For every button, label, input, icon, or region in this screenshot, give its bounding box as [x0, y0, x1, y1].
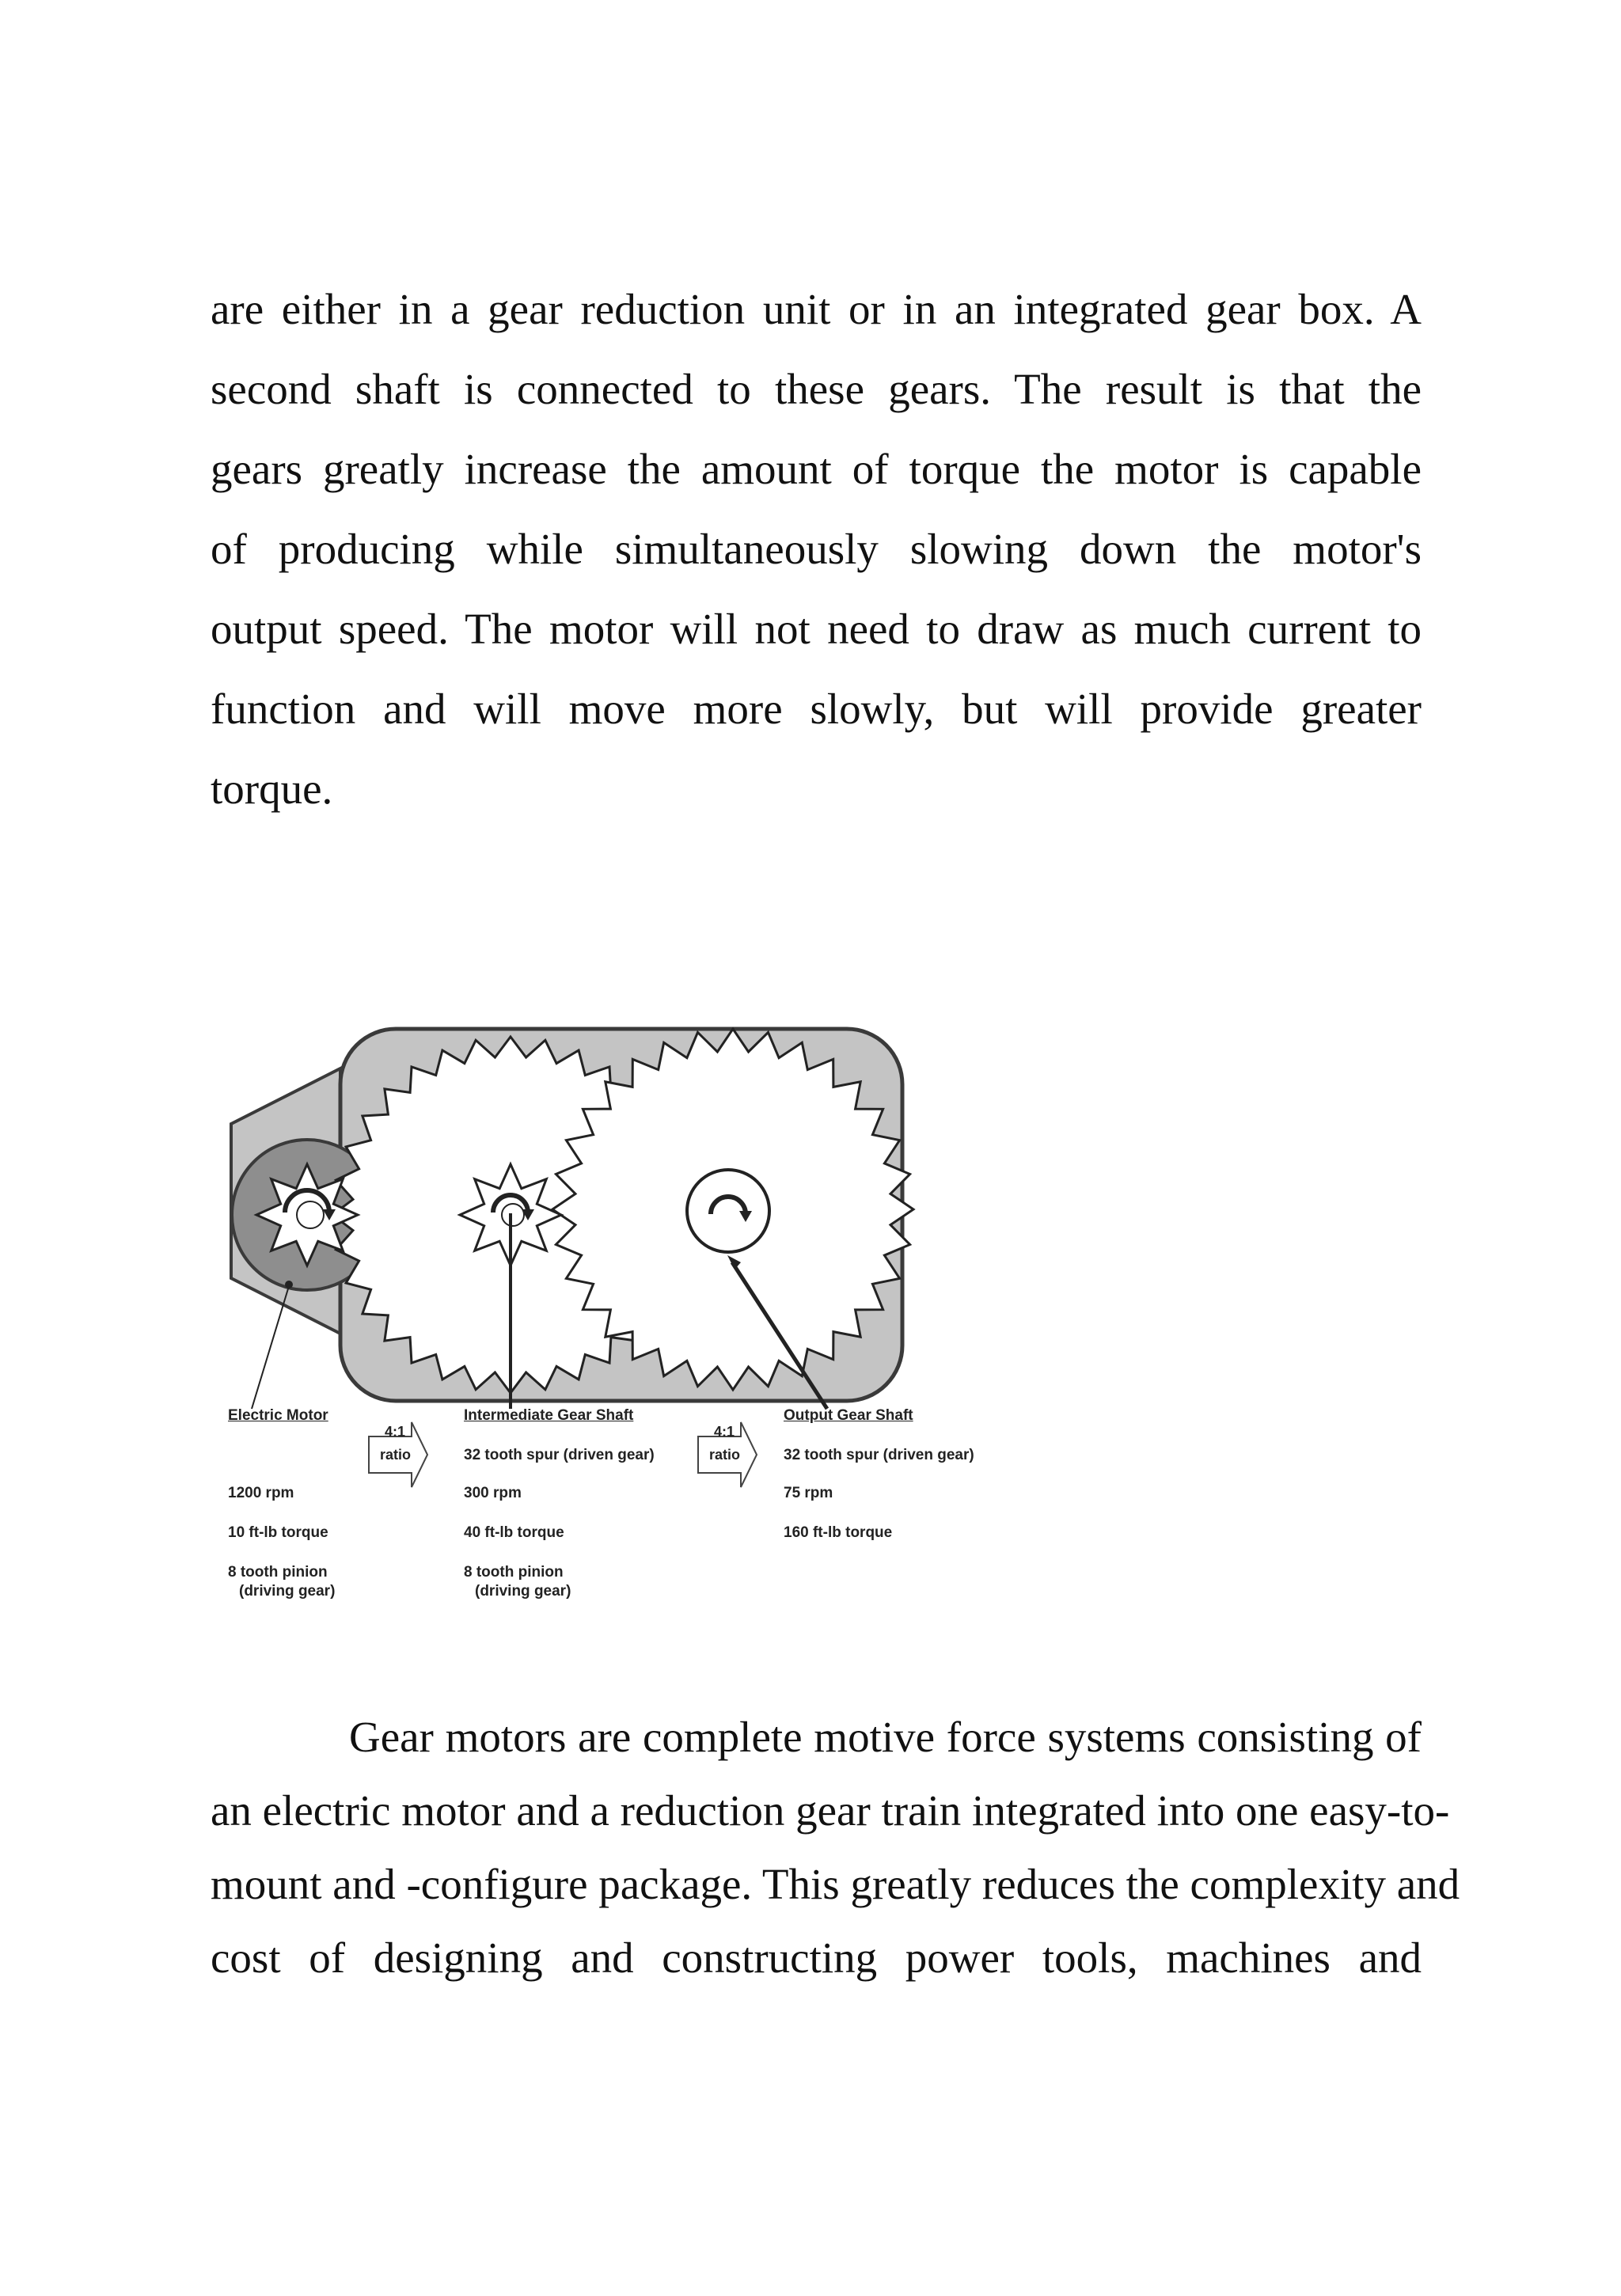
paragraph-bottom	[211, 1700, 1460, 1994]
pointer-motor-dot	[285, 1281, 293, 1288]
motor-pinion: 8 tooth pinion	[228, 1564, 328, 1581]
output-spur: 32 tooth spur (driven gear)	[784, 1447, 974, 1463]
output-rpm: 75 rpm	[784, 1485, 833, 1501]
ratio-2-value: 4:1	[714, 1424, 735, 1440]
ratio-1-label: ratio	[380, 1447, 412, 1463]
motor-heading: Electric Motor	[228, 1407, 328, 1424]
text-line: mount and -configure package. This greatly reduces the complexity and	[211, 1860, 1460, 1908]
text-line: Gear motors are complete motive force systems consisting of	[349, 1713, 1422, 1761]
intermediate-heading: Intermediate Gear Shaft	[464, 1407, 634, 1424]
text-line: second shaft is connected to these gears. The result is that the	[211, 365, 1422, 413]
text-line: torque.	[211, 765, 333, 813]
intermediate-rpm: 300 rpm	[464, 1485, 522, 1501]
motor-pinion-note: (driving gear)	[239, 1583, 336, 1600]
motor-shaft	[297, 1201, 324, 1228]
output-heading: Output Gear Shaft	[784, 1407, 913, 1424]
gear-train-diagram	[214, 1021, 1005, 1622]
text-line: are either in a gear reduction unit or in an integrated gear box. A	[211, 285, 1422, 333]
pointer-motor	[252, 1286, 289, 1409]
paragraph-top	[211, 269, 1422, 829]
text-line: output speed. The motor will not need to draw as much current to	[211, 605, 1422, 653]
ratio-1-value: 4:1	[385, 1424, 406, 1440]
ratio-2-label: ratio	[709, 1447, 741, 1463]
text-line: function and will move more slowly, but will provide greater	[211, 685, 1422, 733]
intermediate-pinion: 8 tooth pinion	[464, 1564, 564, 1581]
output-torque: 160 ft-lb torque	[784, 1524, 893, 1541]
intermediate-spur: 32 tooth spur (driven gear)	[464, 1447, 655, 1463]
motor-rpm: 1200 rpm	[228, 1485, 294, 1501]
text-line: an electric motor and a reduction gear train integrated into one easy-to-	[211, 1786, 1450, 1835]
intermediate-torque: 40 ft-lb torque	[464, 1524, 564, 1541]
text-line: gears greatly increase the amount of torque the motor is capable	[211, 445, 1422, 493]
intermediate-shaft	[502, 1204, 524, 1226]
intermediate-pinion-note: (driving gear)	[475, 1583, 571, 1600]
text-line: of producing while simultaneously slowing down the motor's	[211, 525, 1422, 573]
output-shaft	[687, 1170, 769, 1252]
motor-torque: 10 ft-lb torque	[228, 1524, 328, 1541]
text-line: cost of designing and constructing power tools, machines and	[211, 1934, 1422, 1982]
